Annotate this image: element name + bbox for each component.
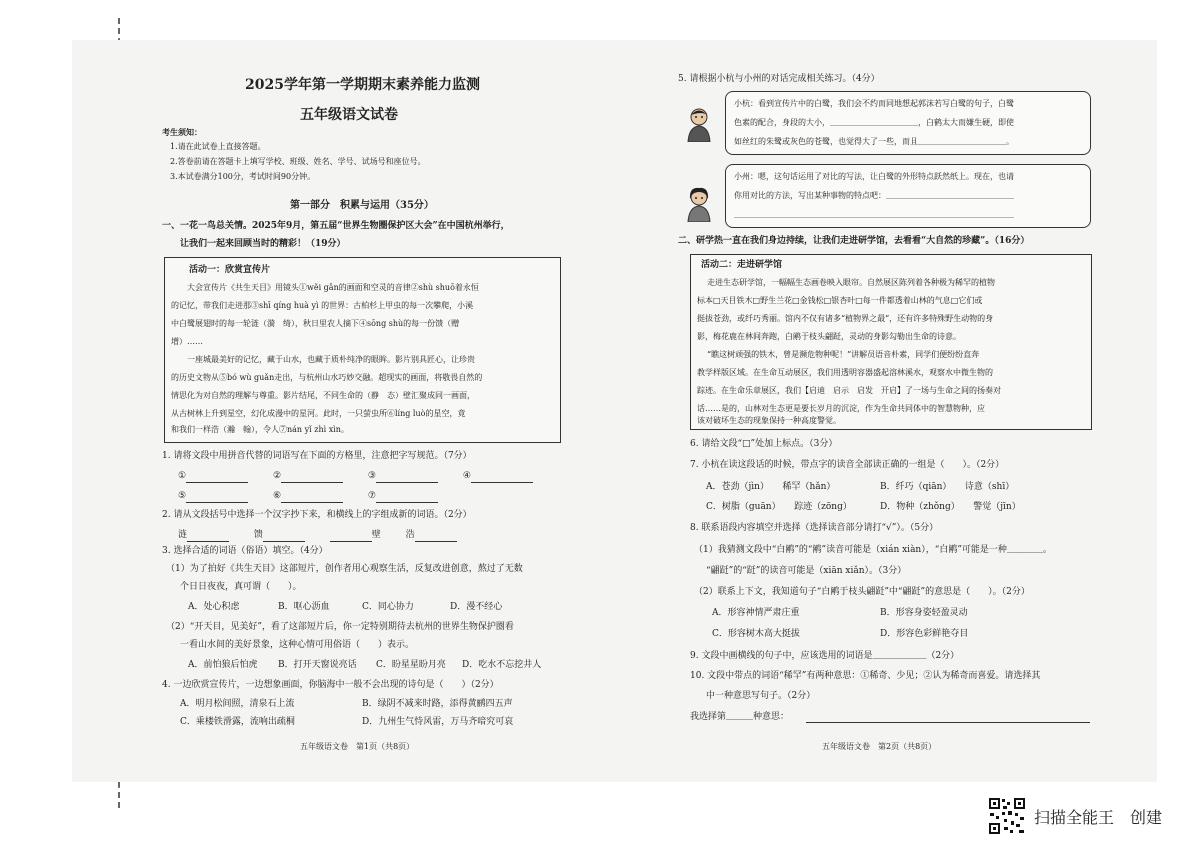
passage-line: 踪迹。在生命乐章展区，我们【启迪 启示 启发 开启】了一场与生命之间的扬奏对 [697, 386, 1001, 395]
q2-char: 馈 [253, 530, 263, 540]
passage-line: 教学样版区域。在生命互动展区，我们用透明容器盛起溶林溪水，观察水中微生物的 [697, 368, 993, 377]
answer-blank[interactable] [186, 470, 248, 483]
q3-option[interactable]: D．吃水不忘挖井人 [462, 660, 542, 670]
answer-blank[interactable] [281, 490, 343, 503]
q8-sub1: （1）我猜测文段中“白鹇”的“鹇”读音可能是（xián xiàn），“白鹇”可能是一种＿＿＿＿。 [694, 545, 1052, 555]
q3-sub2: 一看山水间的美好景象，这种心情可用俗语（ ）表示。 [180, 640, 415, 650]
q8-sub1: “翩跹”的“跹”的读音可能是（xiān xiǎn）。（3分） [706, 566, 907, 576]
activity2-title: 活动二：走进研学馆 [701, 260, 783, 270]
notice-item: 1.请在此试卷上直接答题。 [170, 142, 266, 151]
qr-code-icon [988, 797, 1026, 835]
q1-label: ③ [367, 471, 376, 481]
q10-answer-line[interactable] [806, 722, 1090, 723]
q8-option[interactable]: D．形容色彩鲜艳夺目 [880, 629, 969, 639]
q10-text: 中一种意思写句子。（2分） [706, 691, 816, 701]
q4-option[interactable]: D．九州生气恃风雷，万马齐喑究可哀 [362, 717, 514, 727]
q10-answer-prefix: 我选择第＿＿＿种意思： [690, 712, 790, 722]
passage-line: 增）…… [171, 337, 203, 346]
answer-blank[interactable] [187, 529, 229, 542]
q1-label: ④ [462, 471, 471, 481]
q1-label: ⑤ [178, 491, 187, 501]
dialogue-bubble-hang [725, 91, 1091, 155]
q4-option[interactable]: A．明月松间照，清泉石上流 [180, 699, 295, 709]
q2-char: 涟 [178, 530, 188, 540]
bubble-line: 色素的配合，身段的大小，＿＿＿＿＿＿＿＿＿＿＿，白鹤太大而嫌生硬，即使 [734, 118, 1014, 127]
bubble-line: ＿＿＿＿＿＿＿＿＿＿＿＿＿＿＿＿＿＿＿＿＿＿＿＿＿＿＿＿＿＿＿＿＿＿＿ [734, 210, 1014, 219]
q1-label: ⑦ [367, 491, 376, 501]
q5-text: 5. 请根据小杭与小州的对话完成相关练习。（4分） [678, 74, 880, 84]
answer-blank[interactable] [186, 490, 248, 503]
answer-blank[interactable] [471, 470, 533, 483]
answer-blank[interactable] [263, 529, 305, 542]
notice-heading: 考生须知： [162, 127, 202, 137]
q4-option[interactable]: C．乘楼铁滑露，流响出疏桐 [180, 717, 295, 727]
activity2-box [690, 254, 1092, 430]
q7-option[interactable]: A．苍劲（jìn） 稀罕（hǎn） [706, 482, 836, 492]
passage-line: 大会宣传片《共生天目》用镜头①wěi gǎn的画面和空灵的音律②shù shuō着永恒 [187, 283, 479, 292]
passage-line: 的记忆，带我们走进那③shī qíng huà yì 的世界：古柏杉上甲虫的每一次攀爬，小溪 [171, 301, 474, 310]
passage-line: 该对破坏生态的现象保持一种高度警觉。 [697, 416, 841, 425]
q7-option[interactable]: C．树脂（guān） 踪迹（zōng） [706, 502, 852, 512]
q3-option[interactable]: B．打开天窗说亮话 [278, 660, 357, 670]
q10-text: 10. 文段中带点的词语“稀罕”有两种意思：①稀奇、少见；②认为稀奇而喜爱。请选择其 [690, 671, 1041, 681]
q1-blanks [178, 470, 558, 483]
q6-text: 6. 请给文段“□”处加上标点。（3分） [690, 439, 838, 449]
page-footer: 五年级语文卷 第1页（共8页） [300, 742, 415, 751]
passage-line: 走进生态研学馆，一幅幅生态画卷映入眼帘。自然展区陈列着各种极为稀罕的植物 [707, 278, 995, 287]
answer-blank[interactable] [281, 470, 343, 483]
bubble-line: 你用对比的方法，写出某种事物的特点吧：＿＿＿＿＿＿＿＿＿＿＿＿＿＿＿＿ [734, 191, 1014, 200]
q3-option[interactable]: A．前怕狼后怕虎 [188, 660, 258, 670]
passage-line: “瞧这树顽强的铁木，曾是濒危物种呢！”讲解员语音朴素，同学们便纷纷直奔 [707, 350, 980, 359]
q3-option[interactable]: D．漫不经心 [450, 602, 503, 612]
q3-option[interactable]: B．呕心沥血 [278, 602, 330, 612]
boy-avatar-icon [684, 106, 714, 142]
q1-label: ⑥ [272, 491, 282, 501]
bubble-line: 小州：嗯，这句话运用了对比的写法，让白鹭的外形特点跃然纸上。现在，也请 [734, 172, 1014, 181]
q7-option[interactable]: D．物种（zhǒng） 警觉（jīn） [880, 502, 1021, 512]
notice-item: 2.答卷前请在答题卡上填写学校、班级、姓名、学号、试场号和座位号。 [170, 157, 426, 166]
passage-line: 和我们一样浩（瀚 翰），令人⑦nán yǐ zhì xìn。 [171, 425, 349, 434]
answer-blank[interactable] [415, 529, 457, 542]
q7-text: 7. 小杭在读这段话的时候，带点字的读音全部读正确的一组是（ ）。（2分） [690, 460, 1005, 470]
q8-option[interactable]: A．形容神情严肃庄重 [712, 608, 800, 618]
q3-sub1: 个日日夜夜，真可谓（ ）。 [180, 582, 302, 592]
passage-line: 从古树林上升到星空，幻化成漫中的星河。此时，一只萤虫所⑥líng luò的星空，竟 [171, 409, 466, 418]
passage-line: 标本□天目铁木□野生兰花□金钱松□银杏叶□每一件都透着山林的气息□它们或 [697, 296, 983, 305]
q4-option[interactable]: B．绿阴不减来时路，添得黄鹂四五声 [362, 699, 513, 709]
q2-char: 壁 [371, 530, 381, 540]
exam-subtitle: 五年级语文试卷 [300, 107, 398, 123]
q2-text: 2. 请从文段括号中选择一个汉字抄下来，和横线上的字组成新的词语。（2分） [162, 510, 472, 520]
q2-char: 浩 [405, 530, 415, 540]
notice-item: 3.本试卷满分100分，考试时间90分钟。 [170, 172, 316, 181]
q1-label: ② [272, 471, 282, 481]
part1-intro: 让我们一起来回顾当时的精彩！（19分） [180, 239, 346, 249]
page-footer: 五年级语文卷 第2页（共8页） [822, 742, 937, 751]
q8-text: 8. 联系语段内容填空并选择（选择读音部分请打“√”）。（5分） [690, 523, 939, 533]
q8-sub2: （2）联系上下文，我知道句子“白鹇于枝头翩跹”中“翩跹”的意思是（ ）。（2分） [694, 587, 1030, 597]
q3-text: 3. 选择合适的词语（俗语）填空。（4分） [162, 546, 328, 556]
passage-line: 情思化为对自然的理解与尊重。影片结尾，不同生命的（静 态）壁汇聚成同一画面， [171, 391, 475, 400]
q2-blanks [178, 529, 457, 542]
q3-option[interactable]: A．处心积虑 [188, 602, 240, 612]
passage-line: 影，梅花鹿在林间奔跑，白鹇于枝头翩跹，灵动的身影勾勒出生命的诗意。 [697, 332, 961, 341]
answer-blank[interactable] [376, 490, 438, 503]
dialogue-bubble-zhou [725, 164, 1091, 228]
scanner-watermark-text: 扫描全能王 创建 [1034, 808, 1163, 827]
passage-line: 话……是的，山林对生态更是要长岁月的沉淀，作为生命共同体中的智慧物种，应 [697, 404, 985, 413]
q8-option[interactable]: C．形容树木高大挺拔 [712, 629, 800, 639]
q8-option[interactable]: B．形容身姿轻盈灵动 [880, 608, 968, 618]
answer-blank[interactable] [376, 470, 438, 483]
part1-intro: 一、一花一鸟总关情。2025年9月，第五届“世界生物圈保护区大会”在中国杭州举行， [162, 221, 510, 231]
bubble-line: 小杭：看到宣传片中的白鹭，我们会不约而同地想起郭沫若写白鹭的句子，白鹭 [734, 99, 1014, 108]
activity1-title: 活动一：欣赏宣传片 [189, 265, 271, 275]
q9-text: 9. 文段中画横线的句子中，应该选用的词语是＿＿＿＿＿＿（2分） [690, 651, 960, 661]
girl-avatar-icon [684, 186, 714, 222]
passage-line: 一座城最美好的记忆，藏于山水，也藏于质朴纯净的眼眸。影片别具匠心，让珍贵 [187, 355, 475, 364]
activity1-box [164, 257, 561, 443]
q3-sub2: （2）“开天目，见美好”，看了这部短片后，你一定特别期待去杭州的世界生物保护圈看 [166, 622, 514, 632]
answer-blank[interactable] [330, 529, 372, 542]
q7-option[interactable]: B．纤巧（qiān） 诗意（shī） [880, 482, 1015, 492]
section2-heading: 二、研学热一直在我们身边持续，让我们走进研学馆，去看看“大自然的珍藏”。（16分） [678, 236, 1030, 246]
q1-text: 1. 请将文段中用拼音代替的词语写在下面的方格里，注意把字写规范。（7分） [162, 451, 472, 461]
passage-line: 挺拔苍劲，或纤巧秀丽。馆内不仅有诸多“植物界之最”，还有许多特殊野生动物的身 [697, 314, 994, 323]
q1-blanks [178, 490, 558, 503]
part1-heading: 第一部分 积累与运用（35分） [290, 200, 434, 211]
q4-text: 4. 一边欣赏宣传片，一边想象画面，你脑海中一般不会出现的诗句是（ ）（2分） [162, 680, 499, 690]
q1-label: ① [178, 471, 187, 481]
q3-option[interactable]: C．盼星星盼月亮 [376, 660, 446, 670]
passage-line: 中白鹭展翅时的每一轮涟（漪 绮），秋日里农人摘下④sōng shù的每一份馈（赠 [171, 319, 460, 328]
exam-title: 2025学年第一学期期末素养能力监测 [245, 77, 480, 93]
passage-line: 的历史文物从⑤bó wù guǎn走出，与杭州山水巧妙交融。超现实的画面，将敬畏自然的 [171, 373, 483, 382]
q3-sub1: （1）为了拍好《共生天目》这部短片，创作者用心观察生活，反复改进创意，熬过了无数 [166, 564, 523, 574]
bubble-line: 如丝红的朱鹭或灰色的苍鹭，也觉得大了一些，而且＿＿＿＿＿＿＿＿＿＿＿。 [734, 137, 1014, 146]
q3-option[interactable]: C．同心协力 [362, 602, 414, 612]
